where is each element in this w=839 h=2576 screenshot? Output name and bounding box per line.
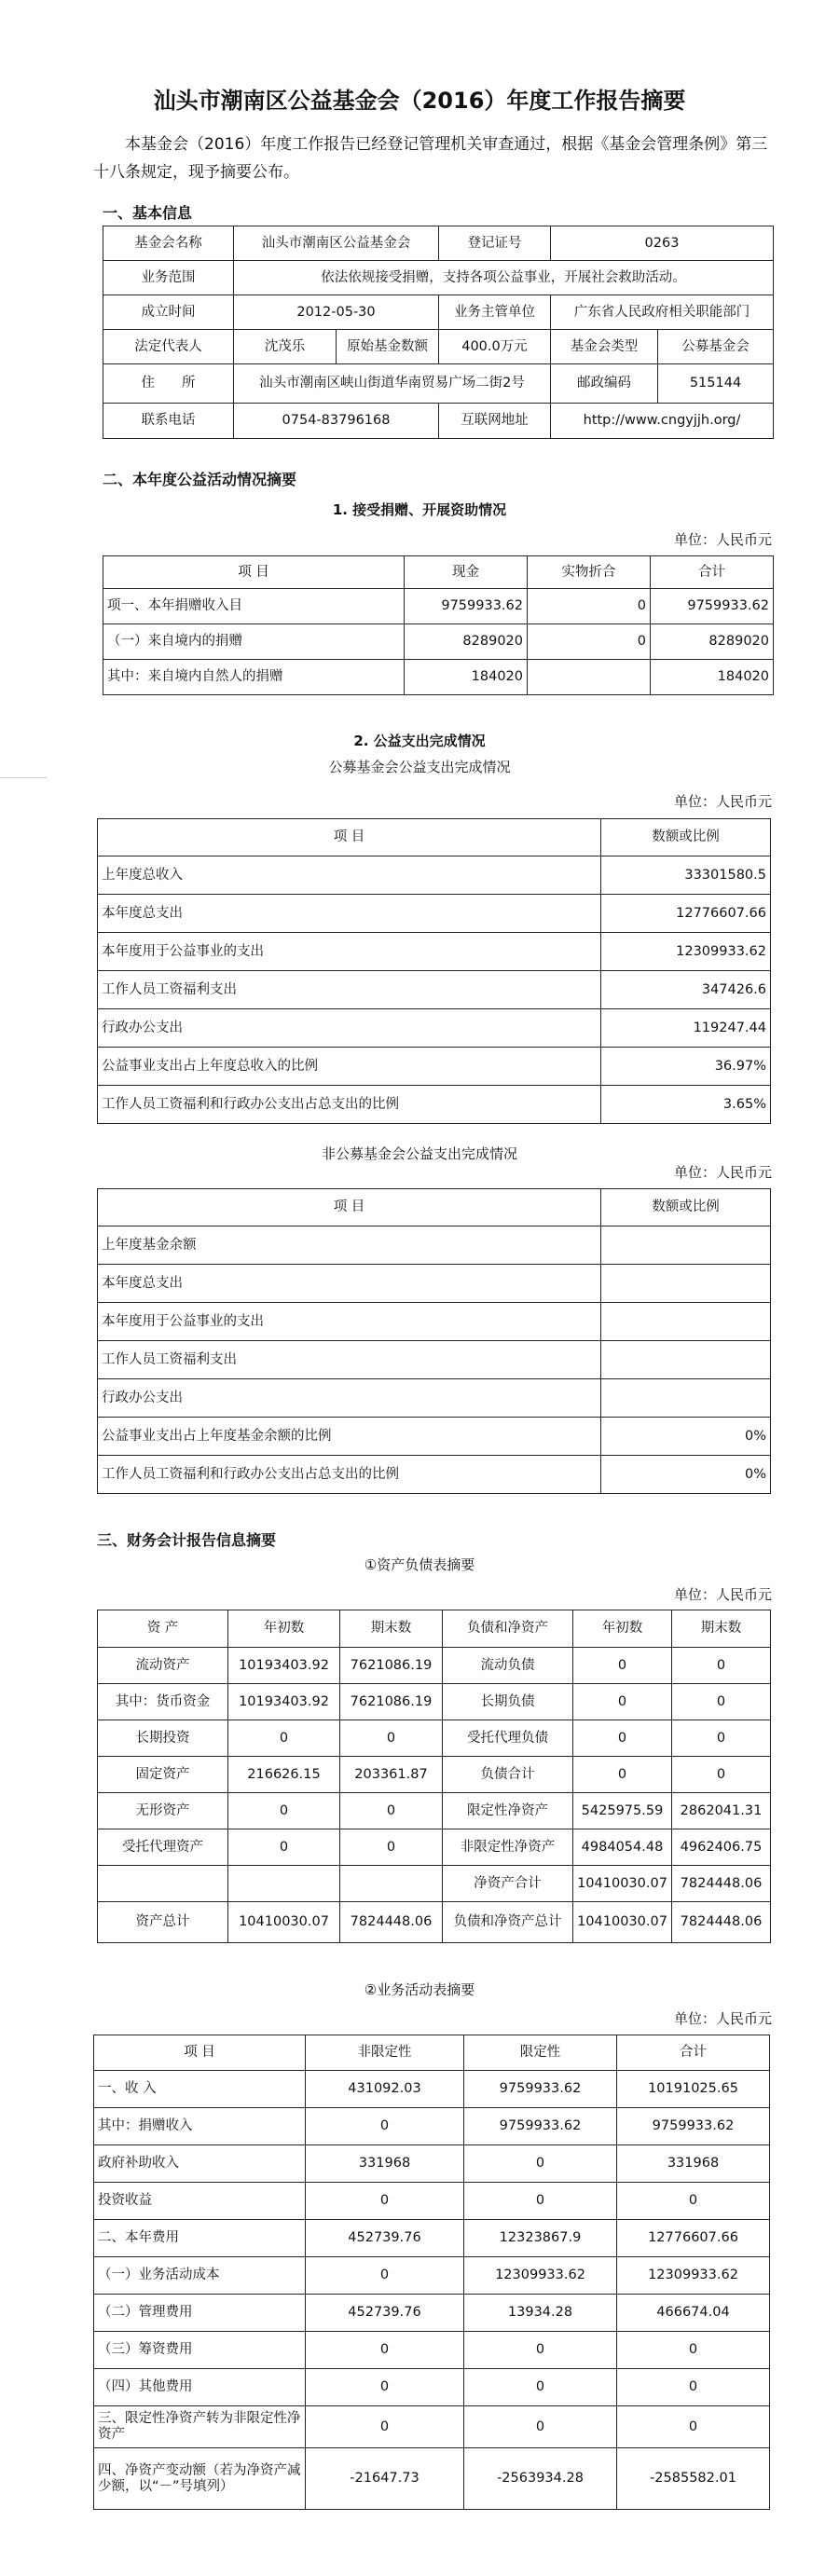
cell-value: 119247.44 (601, 1009, 771, 1048)
field-label: 业务范围 (103, 261, 234, 295)
cell-value: 5425975.59 (573, 1793, 672, 1829)
cell-value (601, 1379, 771, 1418)
row-label: 行政办公支出 (98, 1379, 601, 1418)
column-header: 项 目 (98, 1189, 601, 1226)
expense-subheading: 2. 公益支出完成情况 (353, 733, 486, 749)
row-label: 长期负债 (443, 1684, 573, 1720)
field-label: 邮政编码 (551, 364, 658, 404)
row-label: 流动资产 (98, 1648, 228, 1684)
cell-value: 452739.76 (306, 2295, 464, 2332)
cell-value: 0% (601, 1456, 771, 1494)
table-header-row (98, 1610, 771, 1648)
row-label: 本年度总支出 (98, 1265, 601, 1303)
cell-value: 10410030.07 (573, 1902, 672, 1943)
activity-statement-table (93, 2035, 770, 2510)
table-row (98, 933, 771, 971)
cell-value: 0 (573, 1684, 672, 1720)
table-row (103, 404, 774, 439)
cell-value: 33301580.5 (601, 856, 771, 895)
cell-value (601, 1265, 771, 1303)
table-row (98, 1418, 771, 1456)
table-row (94, 2220, 770, 2257)
cell-value: 0 (672, 1757, 771, 1793)
cell-value: 347426.6 (601, 971, 771, 1009)
field-label: 成立时间 (103, 295, 234, 330)
cell-value: 0 (464, 2369, 617, 2406)
cell-value: 0 (306, 2108, 464, 2145)
unit-label: 单位：人民币元 (673, 2010, 772, 2027)
field-value: 广东省人民政府相关职能部门 (551, 295, 774, 330)
cell-value: 0 (464, 2406, 617, 2448)
cell-value (601, 1226, 771, 1265)
public-expense-table (97, 818, 771, 1124)
intro-paragraph: 本基金会（2016）年度工作报告已经登记管理机关审查通过，根据《基金会管理条例》第三十八条规定，现予摘要公布。 (93, 135, 768, 182)
table-row (94, 2145, 770, 2183)
cell-value: -2563934.28 (464, 2448, 617, 2510)
cell-value: 9759933.62 (651, 589, 774, 624)
field-label: 互联网地址 (439, 404, 551, 439)
cell-value: 0 (306, 2369, 464, 2406)
section-finance-heading: 三、财务会计报告信息摘要 (97, 1531, 277, 1549)
row-label: 其中：货币资金 (98, 1684, 228, 1720)
cell-value: -21647.73 (306, 2448, 464, 2510)
page-title: 汕头市潮南区公益基金会（2016）年度工作报告摘要 (153, 88, 686, 114)
cell-value: 9759933.62 (464, 2108, 617, 2145)
table-row (103, 295, 774, 330)
field-value: 2012-05-30 (234, 295, 439, 330)
column-header: 项 目 (103, 556, 405, 589)
table-row (94, 2108, 770, 2145)
row-label: 净资产合计 (443, 1866, 573, 1902)
cell-value: 0 (528, 624, 651, 660)
balance-sheet-title: ①资产负债表摘要 (364, 1556, 475, 1573)
row-label: 行政办公支出 (98, 1009, 601, 1048)
cell-value: 0 (306, 2406, 464, 2448)
side-divider (0, 777, 47, 778)
cell-value: 7824448.06 (672, 1866, 771, 1902)
cell-value: 184020 (651, 660, 774, 695)
section-basic-info-heading: 一、基本信息 (103, 204, 193, 222)
column-header: 资 产 (98, 1610, 228, 1648)
table-row (94, 2295, 770, 2332)
cell-value: 12776607.66 (601, 895, 771, 933)
cell-value: 466674.04 (617, 2295, 770, 2332)
column-header: 非限定性 (306, 2035, 464, 2071)
row-label: 其中：捐赠收入 (94, 2108, 306, 2145)
row-label: 无形资产 (98, 1793, 228, 1829)
table-row (103, 660, 774, 695)
cell-value (601, 1303, 771, 1341)
cell-value: 0% (601, 1418, 771, 1456)
table-row (94, 2071, 770, 2108)
table-row (94, 2448, 770, 2510)
table-row (98, 1757, 771, 1793)
cell-value: 216626.15 (228, 1757, 340, 1793)
row-label: 长期投资 (98, 1720, 228, 1757)
field-label: 住 所 (103, 364, 234, 404)
cell-value: 0 (528, 589, 651, 624)
donation-subheading: 1. 接受捐赠、开展资助情况 (332, 501, 507, 518)
row-label: 二、本年费用 (94, 2220, 306, 2257)
row-label: 工作人员工资福利支出 (98, 971, 601, 1009)
cell-value: 10193403.92 (228, 1648, 340, 1684)
table-row (103, 261, 774, 295)
row-label: （二）管理费用 (94, 2295, 306, 2332)
row-label: 四、净资产变动额（若为净资产减少额，以“－”号填列） (94, 2448, 306, 2510)
cell-value: 0 (672, 1648, 771, 1684)
table-row (98, 1341, 771, 1379)
nonpublic-expense-table (97, 1188, 771, 1494)
row-label: 其中：来自境内自然人的捐赠 (103, 660, 405, 695)
cell-value: 10193403.92 (228, 1684, 340, 1720)
table-row (103, 226, 774, 261)
cell-value: 331968 (617, 2145, 770, 2183)
field-value: 0263 (551, 226, 774, 261)
cell-value: 0 (306, 2332, 464, 2369)
column-header: 年初数 (228, 1610, 340, 1648)
cell-value: 0 (617, 2369, 770, 2406)
unit-label: 单位：人民币元 (673, 793, 772, 810)
row-label: 工作人员工资福利和行政办公支出占总支出的比例 (98, 1086, 601, 1124)
cell-value: 0 (617, 2332, 770, 2369)
cell-value: 0 (672, 1684, 771, 1720)
table-row (98, 1793, 771, 1829)
cell-value: 10410030.07 (228, 1902, 340, 1943)
column-header: 期末数 (340, 1610, 443, 1648)
table-row (98, 1379, 771, 1418)
row-label: 资产总计 (98, 1902, 228, 1943)
column-header: 合计 (617, 2035, 770, 2071)
row-label: 一、收 入 (94, 2071, 306, 2108)
cell-value: 12309933.62 (464, 2257, 617, 2295)
field-label: 联系电话 (103, 404, 234, 439)
row-label: 政府补助收入 (94, 2145, 306, 2183)
unit-label: 单位：人民币元 (673, 1586, 772, 1603)
cell-value: 10410030.07 (573, 1866, 672, 1902)
column-header: 项 目 (94, 2035, 306, 2071)
cell-value: 0 (672, 1720, 771, 1757)
column-header: 期末数 (672, 1610, 771, 1648)
table-row (98, 1684, 771, 1720)
row-label: 上年度基金余额 (98, 1226, 601, 1265)
table-row (98, 1086, 771, 1124)
table-row (98, 1226, 771, 1265)
cell-value (340, 1866, 443, 1902)
cell-value: 0 (228, 1829, 340, 1866)
row-label: 公益事业支出占上年度基金余额的比例 (98, 1418, 601, 1456)
cell-value: 10191025.65 (617, 2071, 770, 2108)
cell-value: 9759933.62 (405, 589, 528, 624)
field-value: 公募基金会 (658, 330, 774, 364)
cell-value: 7621086.19 (340, 1684, 443, 1720)
cell-value: 8289020 (651, 624, 774, 660)
row-label: 项一、本年捐赠收入目 (103, 589, 405, 624)
cell-value: 13934.28 (464, 2295, 617, 2332)
cell-value: -2585582.01 (617, 2448, 770, 2510)
row-label: （一）来自境内的捐赠 (103, 624, 405, 660)
cell-value (528, 660, 651, 695)
table-header-row (98, 819, 771, 856)
cell-value: 7824448.06 (672, 1902, 771, 1943)
column-header: 数额或比例 (601, 819, 771, 856)
column-header: 实物折合 (528, 556, 651, 589)
unit-label: 单位：人民币元 (673, 1164, 772, 1181)
table-row (98, 1303, 771, 1341)
table-row (94, 2183, 770, 2220)
field-label: 业务主管单位 (439, 295, 551, 330)
field-value: 400.0万元 (439, 330, 551, 364)
row-label: 非限定性净资产 (443, 1829, 573, 1866)
field-value: 依法依规接受捐赠，支持各项公益事业，开展社会救助活动。 (234, 261, 774, 295)
public-expense-title: 公募基金会公益支出完成情况 (328, 759, 511, 775)
column-header: 负债和净资产 (443, 1610, 573, 1648)
cell-value: 0 (573, 1757, 672, 1793)
cell-value: 36.97% (601, 1048, 771, 1086)
row-label: 工作人员工资福利支出 (98, 1341, 601, 1379)
field-label: 登记证号 (439, 226, 551, 261)
cell-value: 3.65% (601, 1086, 771, 1124)
table-row (103, 364, 774, 404)
cell-value: 0 (573, 1648, 672, 1684)
balance-sheet-table (97, 1610, 771, 1943)
cell-value: 0 (306, 2183, 464, 2220)
cell-value: 9759933.62 (617, 2108, 770, 2145)
section-activity-heading: 二、本年度公益活动情况摘要 (103, 471, 297, 488)
row-label: （三）筹资费用 (94, 2332, 306, 2369)
table-row (103, 624, 774, 660)
table-row (94, 2257, 770, 2295)
table-row (98, 1902, 771, 1943)
cell-value: 184020 (405, 660, 528, 695)
row-label: 本年度总支出 (98, 895, 601, 933)
row-label: 负债合计 (443, 1757, 573, 1793)
activity-statement-title: ②业务活动表摘要 (364, 1981, 475, 1998)
cell-value: 4962406.75 (672, 1829, 771, 1866)
table-row (94, 2406, 770, 2448)
row-label: 三、限定性净资产转为非限定性净资产 (94, 2406, 306, 2448)
cell-value: 0 (306, 2257, 464, 2295)
cell-value: 2862041.31 (672, 1793, 771, 1829)
cell-value: 203361.87 (340, 1757, 443, 1793)
cell-value: 9759933.62 (464, 2071, 617, 2108)
cell-value: 0 (464, 2183, 617, 2220)
field-value: 汕头市潮南区公益基金会 (234, 226, 439, 261)
row-label: （一）业务活动成本 (94, 2257, 306, 2295)
nonpublic-expense-title: 非公募基金会公益支出完成情况 (321, 1145, 517, 1162)
field-label: 法定代表人 (103, 330, 234, 364)
table-row (98, 971, 771, 1009)
cell-value: 0 (464, 2332, 617, 2369)
column-header: 限定性 (464, 2035, 617, 2071)
field-value: 0754-83796168 (234, 404, 439, 439)
cell-value: 8289020 (405, 624, 528, 660)
cell-value: 12309933.62 (601, 933, 771, 971)
column-header: 现金 (405, 556, 528, 589)
field-label: 原始基金数额 (337, 330, 439, 364)
field-label: 基金会名称 (103, 226, 234, 261)
cell-value: 0 (340, 1829, 443, 1866)
cell-value (228, 1866, 340, 1902)
table-row (98, 1866, 771, 1902)
row-label: 受托代理负债 (443, 1720, 573, 1757)
cell-value (601, 1341, 771, 1379)
table-row (98, 1265, 771, 1303)
row-label: 公益事业支出占上年度总收入的比例 (98, 1048, 601, 1086)
row-label: 工作人员工资福利和行政办公支出占总支出的比例 (98, 1456, 601, 1494)
cell-value: 0 (340, 1720, 443, 1757)
field-value: 515144 (658, 364, 774, 404)
table-row (98, 1009, 771, 1048)
cell-value: 431092.03 (306, 2071, 464, 2108)
table-row (98, 1720, 771, 1757)
field-label: 基金会类型 (551, 330, 658, 364)
cell-value: 0 (573, 1720, 672, 1757)
table-header-row (94, 2035, 770, 2071)
cell-value: 12309933.62 (617, 2257, 770, 2295)
field-value: 汕头市潮南区峡山街道华南贸易广场二街2号 (234, 364, 551, 404)
table-row (94, 2369, 770, 2406)
table-row (103, 330, 774, 364)
table-row (103, 589, 774, 624)
row-label: 投资收益 (94, 2183, 306, 2220)
row-label (98, 1866, 228, 1902)
table-row (98, 1456, 771, 1494)
cell-value: 0 (228, 1720, 340, 1757)
cell-value: 7621086.19 (340, 1648, 443, 1684)
row-label: 受托代理资产 (98, 1829, 228, 1866)
cell-value: 331968 (306, 2145, 464, 2183)
cell-value: 0 (340, 1793, 443, 1829)
row-label: 负债和净资产总计 (443, 1902, 573, 1943)
table-row (98, 1829, 771, 1866)
table-row (98, 1048, 771, 1086)
row-label: 上年度总收入 (98, 856, 601, 895)
cell-value: 12776607.66 (617, 2220, 770, 2257)
cell-value: 0 (617, 2406, 770, 2448)
cell-value: 4984054.48 (573, 1829, 672, 1866)
row-label: 限定性净资产 (443, 1793, 573, 1829)
row-label: 本年度用于公益事业的支出 (98, 1303, 601, 1341)
cell-value: 452739.76 (306, 2220, 464, 2257)
column-header: 项 目 (98, 819, 601, 856)
column-header: 年初数 (573, 1610, 672, 1648)
table-header-row (98, 1189, 771, 1226)
cell-value: 0 (228, 1793, 340, 1829)
table-header-row (103, 556, 774, 589)
basic-info-table (103, 226, 774, 439)
table-row (98, 1648, 771, 1684)
cell-value: 12323867.9 (464, 2220, 617, 2257)
row-label: （四）其他费用 (94, 2369, 306, 2406)
unit-label: 单位：人民币元 (673, 531, 772, 548)
table-row (94, 2332, 770, 2369)
cell-value: 7824448.06 (340, 1902, 443, 1943)
table-row (98, 895, 771, 933)
cell-value: 0 (617, 2183, 770, 2220)
row-label: 流动负债 (443, 1648, 573, 1684)
column-header: 数额或比例 (601, 1189, 771, 1226)
row-label: 本年度用于公益事业的支出 (98, 933, 601, 971)
website-link[interactable]: http://www.cngyjjh.org/ (551, 404, 774, 439)
cell-value: 0 (464, 2145, 617, 2183)
column-header: 合计 (651, 556, 774, 589)
row-label: 固定资产 (98, 1757, 228, 1793)
field-value: 沈茂乐 (234, 330, 337, 364)
donation-table (103, 555, 774, 695)
table-row (98, 856, 771, 895)
